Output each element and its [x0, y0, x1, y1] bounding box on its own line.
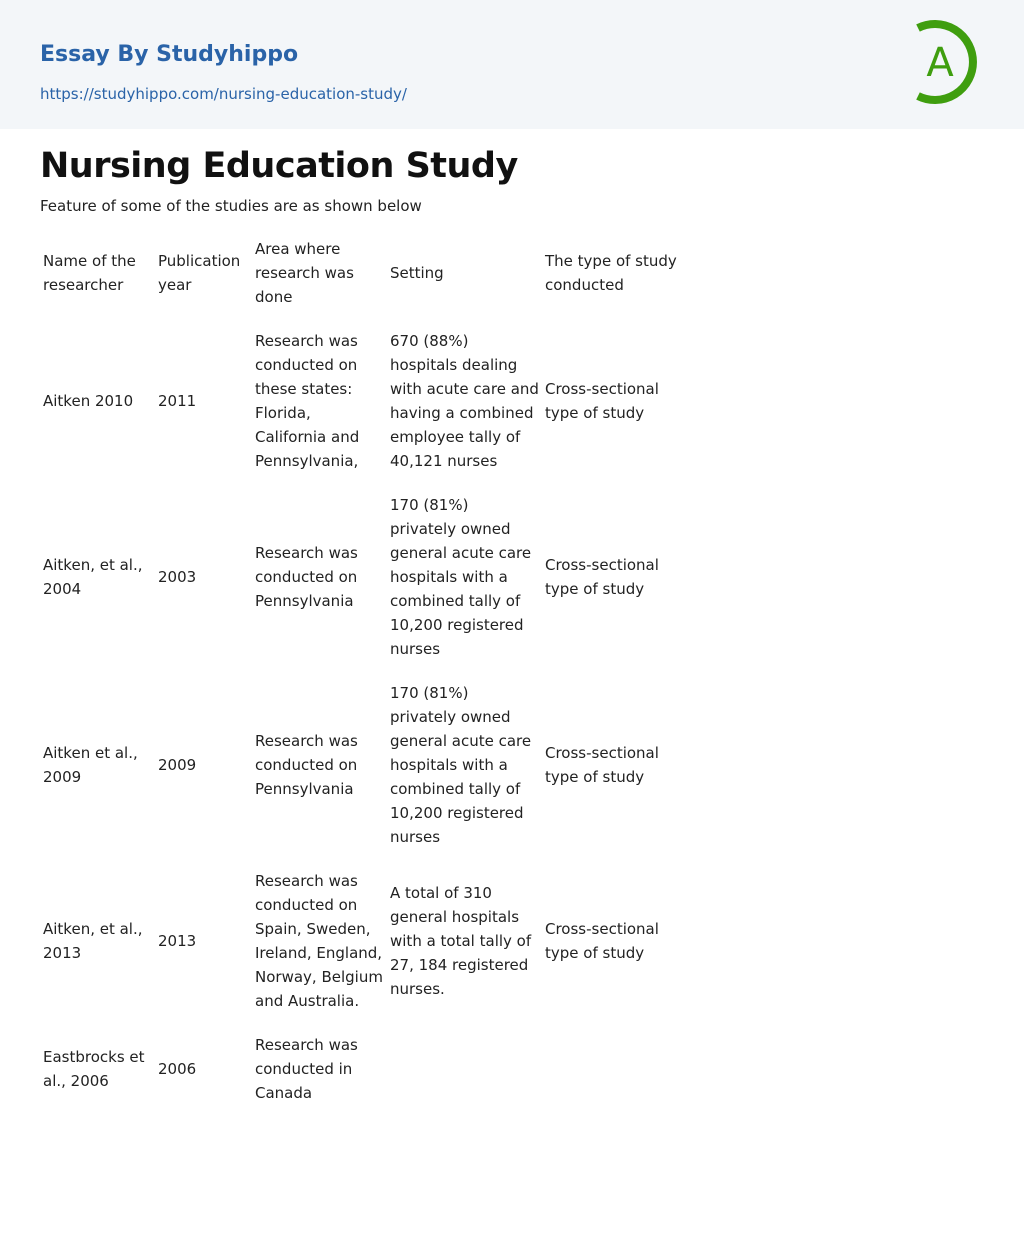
table-cell: 2009: [158, 756, 197, 774]
table-cell: [542, 1023, 692, 1115]
table-cell: Research was conducted on Spain, Sweden, Ireland, England, Norway, Belgium and Australia.: [255, 872, 383, 1010]
table-cell: 170 (81%) privately owned general acute care hospitals with a combined tally of 10,200 registered nurses: [390, 496, 532, 658]
table-cell: 2011: [158, 392, 197, 410]
table-cell: A total of 310 general hospitals with a total tally of 27, 184 registered nurses.: [390, 884, 532, 998]
column-header: Publication year: [158, 252, 241, 294]
table-cell: 670 (88%) hospitals dealing with acute care and having a combined employee tally of 40,121 nurses: [390, 332, 539, 470]
table-cell: Eastbrocks et al., 2006: [43, 1048, 145, 1090]
column-header: The type of study conducted: [545, 252, 677, 294]
column-header: Name of the researcher: [43, 252, 136, 294]
table-cell: Cross-sectional type of study: [545, 556, 659, 598]
table-cell: Research was conducted on Pennsylvania: [255, 732, 358, 798]
table-cell: Research was conducted on Pennsylvania: [255, 544, 358, 610]
table-cell: Aitken, et al., 2013: [43, 920, 143, 962]
table-row: [40, 859, 692, 1023]
page-url-link[interactable]: https://studyhippo.com/nursing-education-study/: [40, 85, 407, 103]
column-header: Area where research was done: [255, 240, 354, 306]
table-cell: Cross-sectional type of study: [545, 380, 659, 422]
column-header: Setting: [390, 264, 444, 282]
table-row: [40, 483, 692, 671]
table-cell: Cross-sectional type of study: [545, 744, 659, 786]
table-cell: Research was conducted on these states: Florida, California and Pennsylvania,: [255, 332, 360, 470]
table-cell: 2003: [158, 568, 197, 586]
table-cell: 2013: [158, 932, 197, 950]
table-cell: Aitken 2010: [43, 392, 134, 410]
table-cell: Aitken, et al., 2004: [43, 556, 143, 598]
site-header: [0, 0, 1024, 129]
table-cell: Aitken et al., 2009: [43, 744, 138, 786]
table-cell: 170 (81%) privately owned general acute care hospitals with a combined tally of 10,200 registered nurses: [390, 684, 532, 846]
svg-text:A: A: [926, 40, 954, 86]
table-cell: [387, 1023, 542, 1115]
table-cell: Research was conducted in Canada: [255, 1036, 358, 1102]
intro-text: Feature of some of the studies are as shown below: [40, 197, 422, 215]
table-cell: Cross-sectional type of study: [545, 920, 659, 962]
studyhippo-logo-icon[interactable]: [906, 18, 988, 106]
page-title: Nursing Education Study: [40, 146, 518, 186]
table-row: [40, 671, 692, 859]
table-row: [40, 319, 692, 483]
studies-table: [40, 227, 692, 1115]
table-row: [40, 1023, 692, 1115]
table-cell: 2006: [158, 1060, 197, 1078]
table-header-row: [40, 227, 692, 319]
brand-title[interactable]: Essay By Studyhippo: [40, 42, 299, 67]
